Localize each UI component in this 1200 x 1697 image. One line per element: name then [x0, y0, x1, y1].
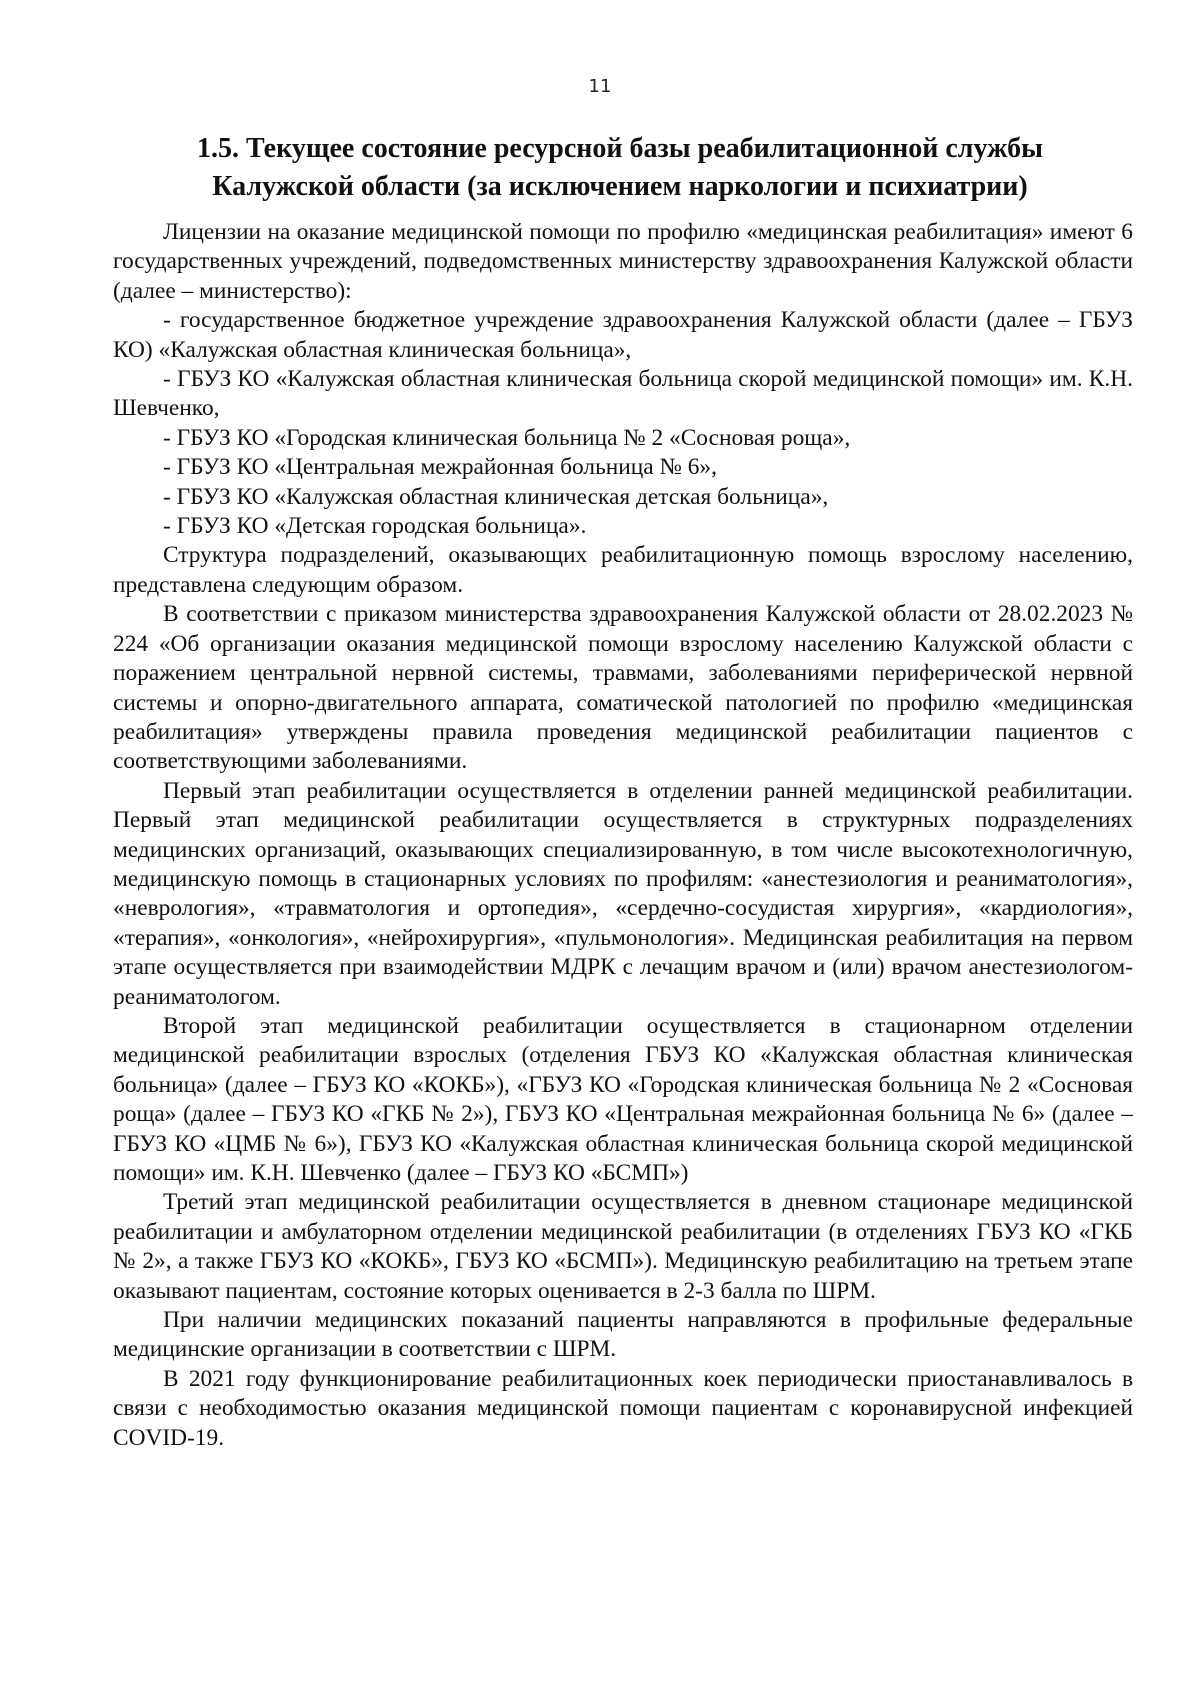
section-title-line-2: Калужской области (за исключением наркологии и психиатрии) — [212, 171, 1028, 202]
paragraph-licenses: Лицензии на оказание медицинской помощи по профилю «медицинская реабилитация» имеют 6 государственных учреждений, подведомственных министерству здравоохранения Калужской области (далее – министерство): — [113, 219, 1133, 304]
paragraph-third-stage: Третий этап медицинской реабилитации осуществляется в дневном стационаре медицинской реабилитации и амбулаторном отделении медицинской реабилитации (в отделениях ГБУЗ КО «ГКБ № 2», а также ГБУЗ КО «КОКБ», ГБУЗ КО «БСМП»). Медицинскую реабилитацию на третьем этапе оказывают пациентам, состояние которых оценивается в 2-3 балла по ШРМ. — [113, 1189, 1133, 1304]
paragraph-second-stage: Второй этап медицинской реабилитации осуществляется в стационарном отделении медицинской реабилитации взрослых (отделения ГБУЗ КО «Калужская областная клиническая больница» (далее – ГБУЗ КО «КОКБ»), «ГБУЗ КО «Городская клиническая больница № 2 «Сосновая роща» (далее – ГБУЗ КО «ГКБ № 2»), ГБУЗ КО «Центральная межрайонная больница № 6» (далее – ГБУЗ КО «ЦМБ № 6»), ГБУЗ КО «Калужская областная клиническая больница скорой медицинской помощи» им. К.Н. Шевченко (далее – ГБУЗ КО «БСМП») — [113, 1012, 1133, 1186]
list-item-dgb: - ГБУЗ КО «Детская городская больница». — [163, 513, 587, 540]
paragraph-covid: В 2021 году функционирование реабилитационных коек периодически приостанавливалось в связи с необходимостью оказания медицинской помощи пациентам с коронавирусной инфекцией COVID-19. — [113, 1365, 1133, 1451]
section-title — [110, 130, 1130, 206]
paragraph-order: В соответствии с приказом министерства здравоохранения Калужской области от 28.02.2023 № 224 «Об организации оказания медицинской помощи взрослому населению Калужской области с поражением центральной нервной системы, травмами, заболеваниями периферической нервной системы и опорно-двигательного аппарата, соматической патологией по профилю «медицинская реабилитация» утверждены правила проведения медицинской реабилитации пациентов с соответствующими заболеваниями. — [113, 601, 1133, 775]
list-item-cmb6: - ГБУЗ КО «Центральная межрайонная больница № 6», — [163, 454, 717, 481]
paragraph-federal-referral: При наличии медицинских показаний пациенты направляются в профильные федеральные медицинские организации в соответствии с ШРМ. — [113, 1307, 1133, 1363]
page-number: 11 — [588, 76, 612, 97]
list-item-kokb: - государственное бюджетное учреждение здравоохранения Калужской области (далее – ГБУЗ КО) «Калужская областная клиническая больница», — [113, 307, 1133, 363]
paragraph-first-stage: Первый этап реабилитации осуществляется в отделении ранней медицинской реабилитации. Первый этап медицинской реабилитации осуществляется в структурных подразделениях медицинских организаций, оказывающих специализированную, в том числе высокотехнологичную, медицинскую помощь в стационарных условиях по профилям: «анестезиология и реаниматология», «неврология», «травматология и ортопедия», «сердечно-сосудистая хирургия», «кардиология», «терапия», «онкология», «нейрохирургия», «пульмонология». Медицинская реабилитация на первом этапе осуществляется при взаимодействии МДРК с лечащим врачом и (или) врачом анестезиологом-реаниматологом. — [113, 777, 1133, 1010]
section-title-line-1: 1.5. Текущее состояние ресурсной базы реабилитационной службы — [197, 133, 1043, 164]
list-item-gkb2: - ГБУЗ КО «Городская клиническая больница № 2 «Сосновая роща», — [163, 424, 851, 451]
document-body — [113, 218, 1133, 1453]
list-item-kokdb: - ГБУЗ КО «Калужская областная клиническая детская больница», — [163, 483, 829, 510]
list-item-bsmp: - ГБУЗ КО «Калужская областная клиническая больница скорой медицинской помощи» им. К.Н. Шевченко, — [113, 366, 1133, 422]
paragraph-structure: Структура подразделений, оказывающих реабилитационную помощь взрослому населению, представлена следующим образом. — [113, 542, 1133, 598]
